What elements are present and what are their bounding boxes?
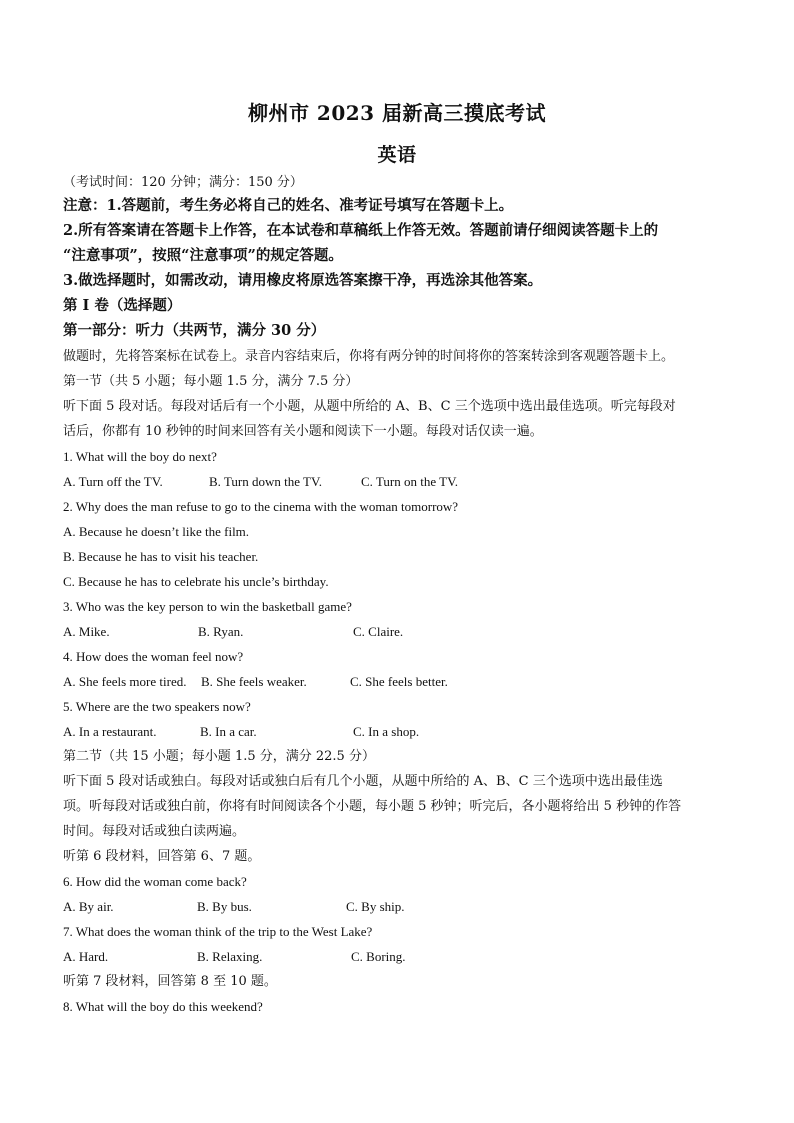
q3-option-b: B. Ryan. xyxy=(198,624,244,639)
q5-option-a: A. In a restaurant. xyxy=(63,724,157,739)
material-6-heading: 听第 6 段材料，回答第 6、7 题。 xyxy=(63,849,261,864)
note-1: 注意：1.答题前，考生务必将自己的姓名、准考证号填写在答题卡上。 xyxy=(63,197,514,214)
q3-option-a: A. Mike. xyxy=(63,624,110,639)
section2-instruction-3: 时间。每段对话或独白读两遍。 xyxy=(63,824,246,839)
q2-option-c: C. Because he has to celebrate his uncle’s birthday. xyxy=(63,574,329,589)
q5-option-b: B. In a car. xyxy=(200,724,257,739)
material-7-heading: 听第 7 段材料，回答第 8 至 10 题。 xyxy=(63,974,277,989)
section1-heading: 第一节（共 5 小题；每小题 1.5 分，满分 7.5 分） xyxy=(63,374,359,389)
note-3: 3.做选择题时，如需改动，请用橡皮将原选答案擦干净，再选涂其他答案。 xyxy=(63,272,543,289)
question-4: 4. How does the woman feel now? xyxy=(63,649,244,664)
q1-option-b: B. Turn down the TV. xyxy=(209,474,322,489)
question-7: 7. What does the woman think of the trip to the West Lake? xyxy=(63,924,373,939)
question-8: 8. What will the boy do this weekend? xyxy=(63,999,263,1014)
q3-option-c: C. Claire. xyxy=(353,624,404,639)
q4-option-a: A. She feels more tired. xyxy=(63,674,187,689)
subject-title: 英语 xyxy=(377,144,417,166)
volume-heading: 第 I 卷（选择题） xyxy=(63,297,182,314)
section2-instruction-1: 听下面 5 段对话或独白。每段对话或独白后有几个小题，从题中所给的 A、B、C 三个选项中选出最佳选 xyxy=(63,774,663,789)
q7-option-a: A. Hard. xyxy=(63,949,109,964)
q6-option-a: A. By air. xyxy=(63,899,114,914)
exam-title: 柳州市 2023 届新高三摸底考试 xyxy=(247,101,547,125)
q6-option-b: B. By bus. xyxy=(197,899,252,914)
q7-option-c: C. Boring. xyxy=(351,949,406,964)
part1-heading: 第一部分：听力（共两节，满分 30 分） xyxy=(63,322,326,339)
q6-option-c: C. By ship. xyxy=(346,899,405,914)
note-2-line-1: 2.所有答案请在答题卡上作答，在本试卷和草稿纸上作答无效。答题前请仔细阅读答题卡上的 xyxy=(63,222,659,239)
question-3: 3. Who was the key person to win the basketball game? xyxy=(63,599,352,614)
q1-option-a: A. Turn off the TV. xyxy=(63,474,163,489)
q7-option-b: B. Relaxing. xyxy=(197,949,263,964)
section2-heading: 第二节（共 15 小题；每小题 1.5 分，满分 22.5 分） xyxy=(63,749,375,764)
question-1: 1. What will the boy do next? xyxy=(63,449,217,464)
section1-instruction-2: 话后，你都有 10 秒钟的时间来回答有关小题和阅读下一小题。每段对话仅读一遍。 xyxy=(63,424,543,439)
q1-option-c: C. Turn on the TV. xyxy=(361,474,459,489)
part1-intro: 做题时，先将答案标在试卷上。录音内容结束后，你将有两分钟的时间将你的答案转涂到客观题答题卡上。 xyxy=(63,349,675,364)
section1-instruction-1: 听下面 5 段对话。每段对话后有一个小题，从题中所给的 A、B、C 三个选项中选出最佳选项。听完每段对 xyxy=(63,399,676,414)
q2-option-b: B. Because he has to visit his teacher. xyxy=(63,549,259,564)
question-5: 5. Where are the two speakers now? xyxy=(63,699,251,714)
q5-option-c: C. In a shop. xyxy=(353,724,420,739)
exam-info: （考试时间：120 分钟；满分：150 分） xyxy=(63,175,303,190)
q4-option-b: B. She feels weaker. xyxy=(201,674,307,689)
q2-option-a: A. Because he doesn’t like the film. xyxy=(63,524,250,539)
question-2: 2. Why does the man refuse to go to the cinema with the woman tomorrow? xyxy=(63,499,459,514)
section2-instruction-2: 项。听每段对话或独白前，你将有时间阅读各个小题，每小题 5 秒钟；听完后，各小题将给出 5 秒钟的作答 xyxy=(63,799,682,814)
question-6: 6. How did the woman come back? xyxy=(63,874,247,889)
note-2-line-2: “注意事项”，按照“注意事项”的规定答题。 xyxy=(63,247,343,264)
q4-option-c: C. She feels better. xyxy=(350,674,448,689)
